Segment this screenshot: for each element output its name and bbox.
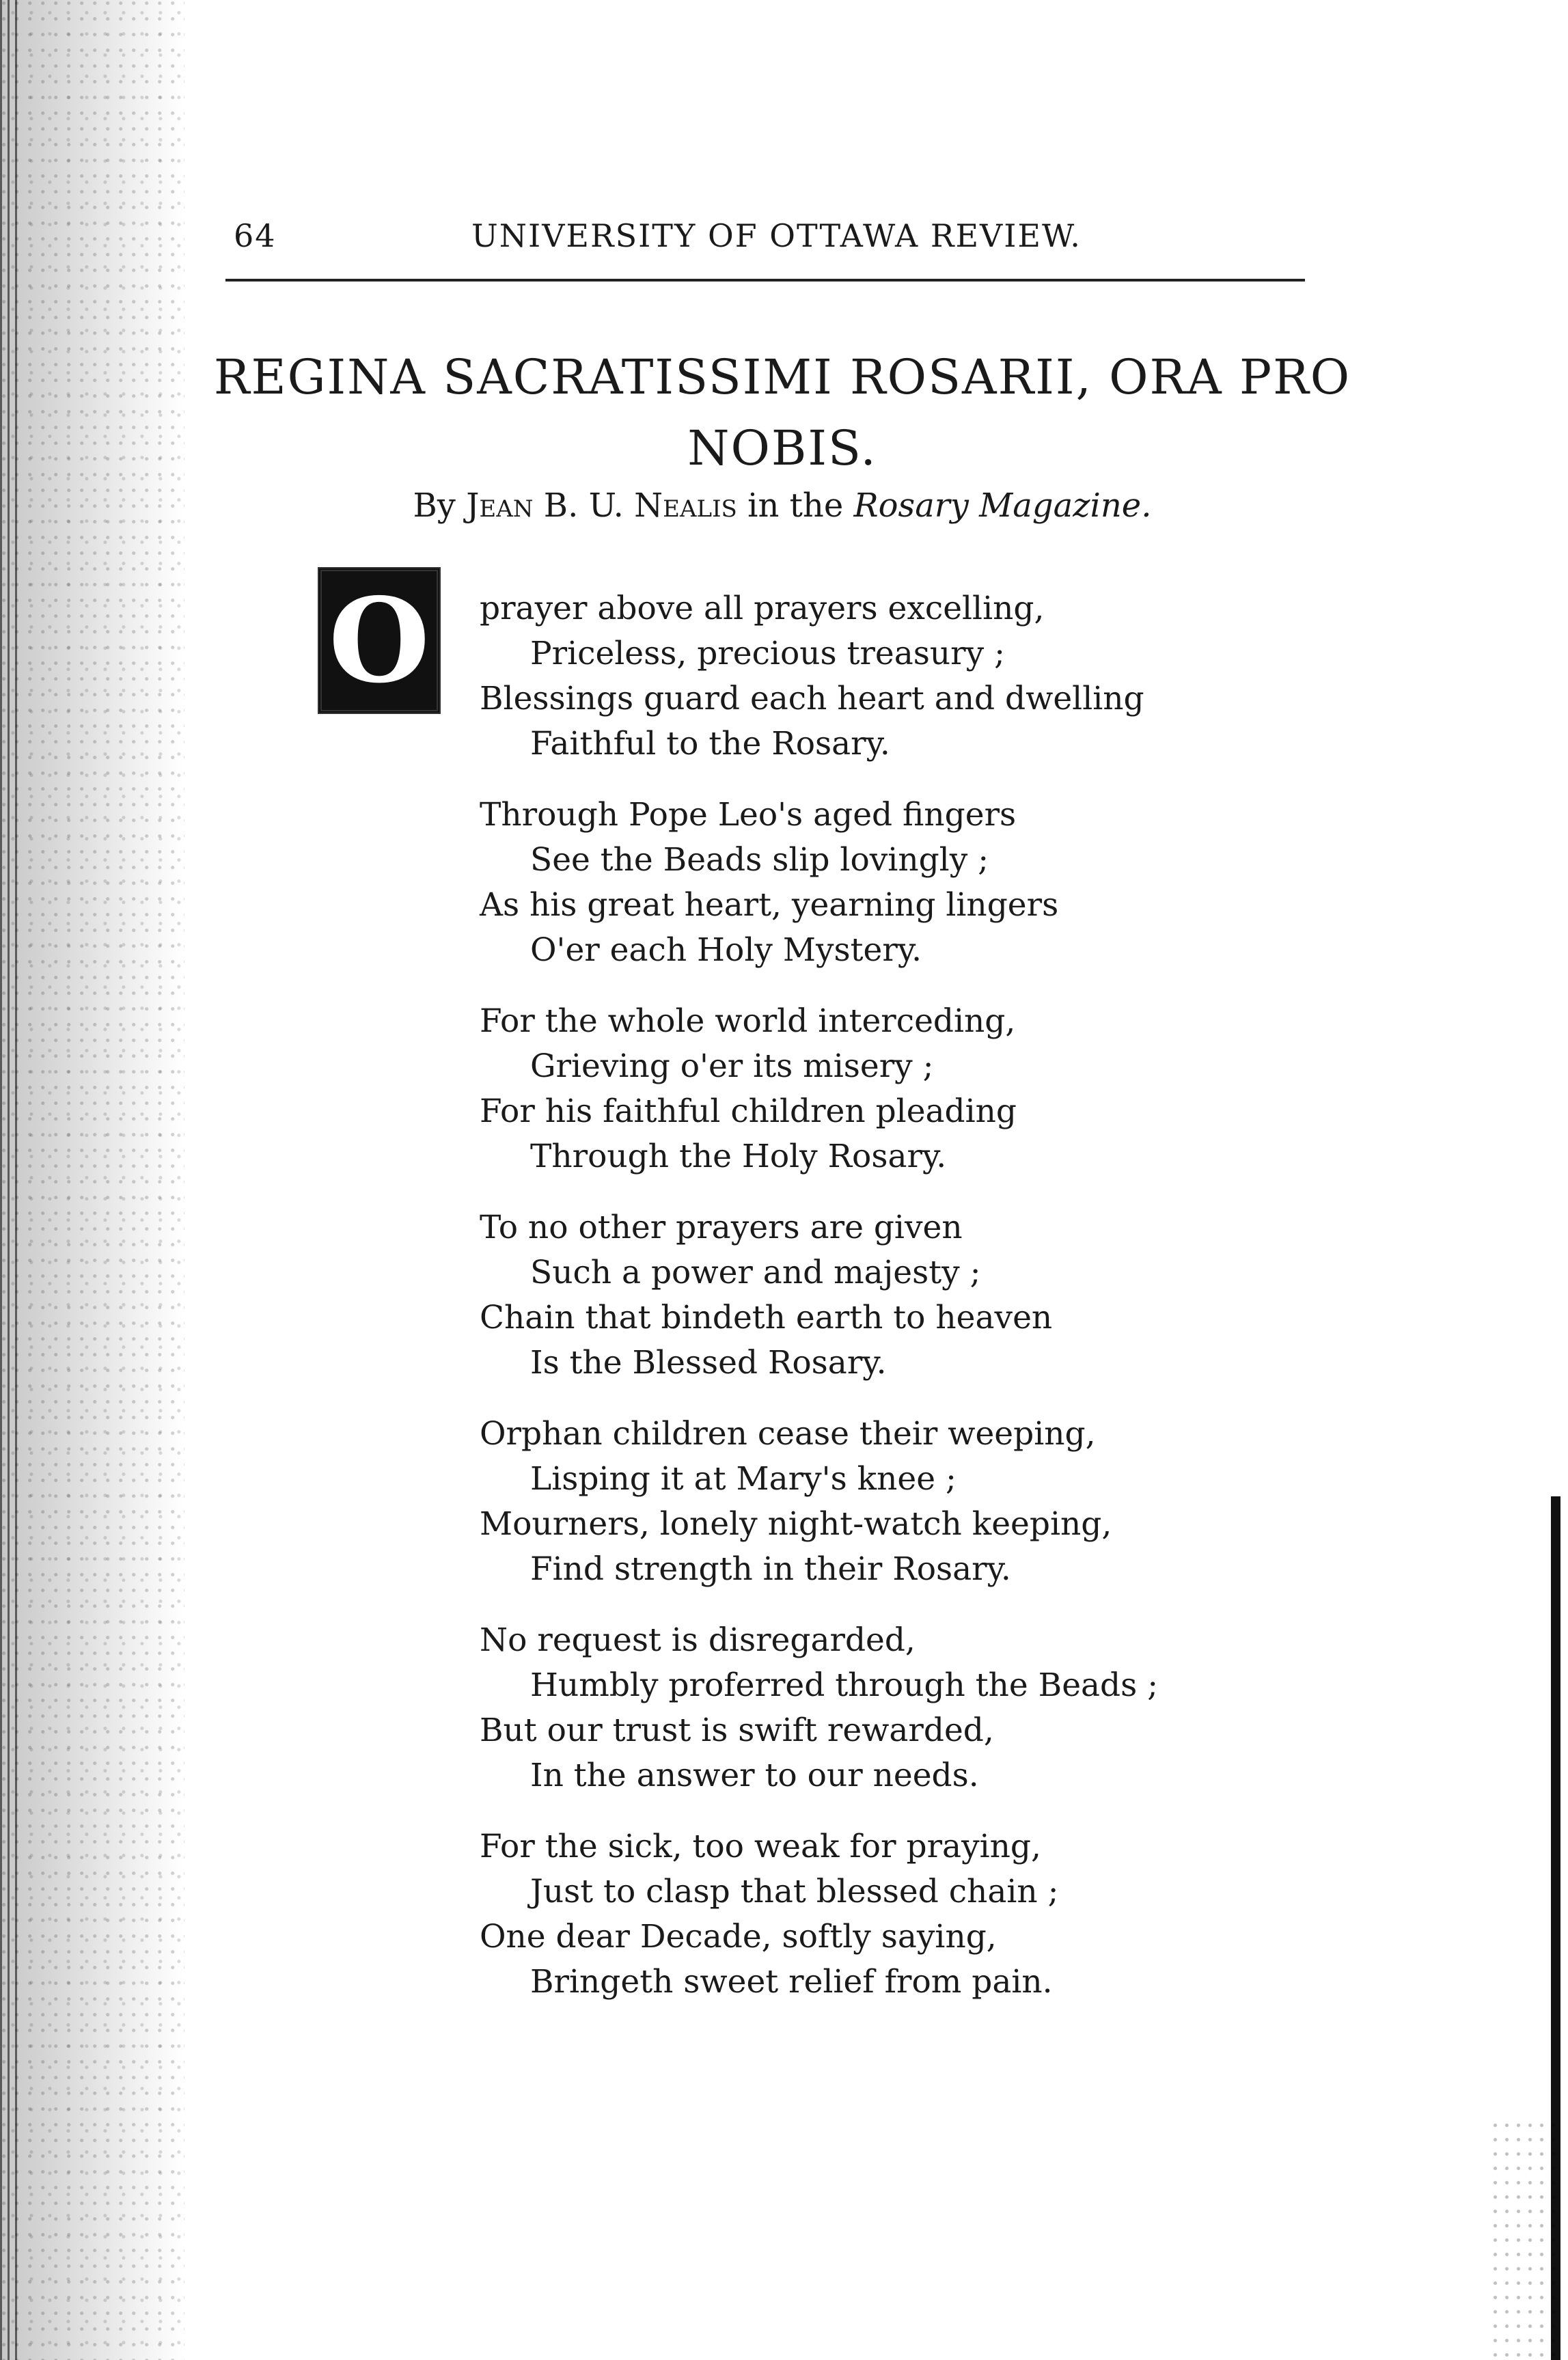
- poem-line: For his faithful children pleading: [480, 1093, 1017, 1130]
- poem-line: For the whole world interceding,: [480, 1002, 1016, 1040]
- poem-line: Orphan children cease their weeping,: [480, 1415, 1096, 1453]
- poem-line: One dear Decade, softly saying,: [480, 1918, 997, 1956]
- poem-line: Through the Holy Rosary.: [530, 1138, 947, 1175]
- byline-author: Jean B. U. Nealis: [466, 486, 737, 525]
- running-title: UNIVERSITY OF OTTAWA REVIEW.: [471, 217, 1082, 254]
- poem-line: O'er each Holy Mystery.: [530, 931, 922, 969]
- poem-title-line-1: REGINA SACRATISSIMI ROSARII, ORA PRO: [213, 349, 1351, 405]
- drop-cap-letter: O: [328, 572, 430, 709]
- poem-line: No request is disregarded,: [480, 1621, 916, 1659]
- stanza: [480, 1205, 1368, 1386]
- poem-line: Lisping it at Mary's knee ;: [530, 1460, 957, 1498]
- stanza: [480, 1618, 1368, 1798]
- stanza: [480, 586, 1368, 767]
- poem-body: [480, 586, 1368, 2031]
- poem-line: prayer above all prayers excelling,: [480, 590, 1045, 627]
- byline-in-the: in the: [747, 486, 844, 525]
- poem-line: Mourners, lonely night-watch keeping,: [480, 1505, 1112, 1543]
- stanza: [480, 999, 1368, 1179]
- poem-line: Blessings guard each heart and dwelling: [480, 680, 1144, 717]
- poem-line: See the Beads slip lovingly ;: [530, 841, 989, 879]
- poem-line: Is the Blessed Rosary.: [530, 1344, 887, 1382]
- page-number: 64: [234, 217, 277, 254]
- poem-line: As his great heart, yearning lingers: [480, 886, 1059, 924]
- byline-by: By: [413, 486, 456, 525]
- poem-line: To no other prayers are given: [480, 1209, 963, 1246]
- poem-line: Grieving o'er its misery ;: [530, 1047, 934, 1085]
- poem-line: Faithful to the Rosary.: [530, 725, 890, 763]
- poem-line: Such a power and majesty ;: [530, 1254, 981, 1291]
- poem-line: Priceless, precious treasury ;: [530, 635, 1005, 672]
- poem-line: For the sick, too weak for praying,: [480, 1828, 1041, 1865]
- stanza: [480, 1412, 1368, 1592]
- poem-line: But our trust is swift rewarded,: [480, 1712, 994, 1749]
- poem-line: Just to clasp that blessed chain ;: [530, 1873, 1059, 1910]
- poem-title: [205, 342, 1360, 484]
- poem-line: Find strength in their Rosary.: [530, 1550, 1011, 1588]
- poem-title-line-2: NOBIS.: [687, 420, 877, 476]
- poem-line: Humbly proferred through the Beads ;: [530, 1666, 1159, 1704]
- scan-edge-speckle-right: [1489, 2118, 1558, 2360]
- poem-line: Bringeth sweet relief from pain.: [530, 1963, 1053, 2001]
- byline: [205, 486, 1360, 525]
- stanza: [480, 1824, 1368, 2005]
- header-rule: [225, 279, 1305, 282]
- scan-edge-speckle-left: [0, 0, 184, 2360]
- stanza: [480, 793, 1368, 973]
- poem-line: Chain that bindeth earth to heaven: [480, 1299, 1053, 1336]
- ornamental-drop-cap: [318, 567, 441, 714]
- poem-line: Through Pope Leo's aged fingers: [480, 796, 1017, 834]
- byline-publication: Rosary Magazine.: [853, 486, 1152, 525]
- poem-line: In the answer to our needs.: [530, 1757, 979, 1794]
- running-header: [225, 217, 1305, 258]
